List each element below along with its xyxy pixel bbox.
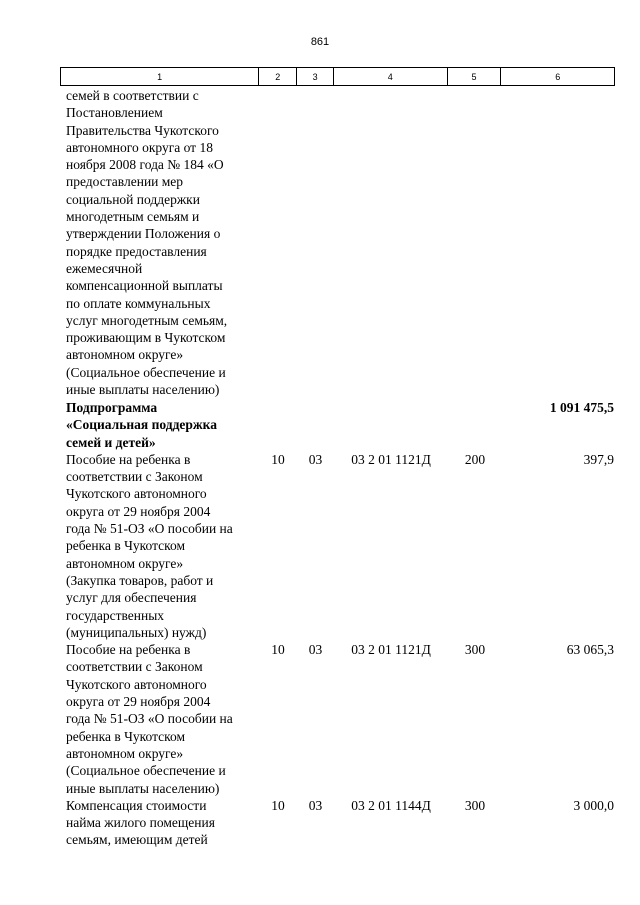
row-name-line: (Социальное обеспечение и: [66, 763, 226, 779]
row-name-line: соответствии с Законом: [66, 659, 203, 675]
continuation-text: [66, 87, 615, 398]
continuation-line: автономного округа от 18: [66, 139, 213, 155]
continuation-line: семей в соответствии с: [66, 88, 199, 103]
row-name-line: услуг для обеспечения: [66, 590, 197, 606]
row-section: [259, 399, 297, 451]
row-name-line: государственных: [66, 607, 165, 623]
table-header-row: [60, 67, 615, 86]
table-row: [66, 451, 615, 641]
row-name-line: округа от 29 ноября 2004: [66, 694, 211, 710]
row-name-line: Компенсация стоимости: [66, 797, 207, 813]
row-amount: 1 091 475,5: [549, 400, 614, 415]
continuation-line: услуг многодетным семьям,: [66, 312, 228, 328]
row-name-line: (муниципальных) нужд): [66, 624, 207, 640]
row-subsection: 03: [308, 642, 323, 658]
column-number-6: 6: [555, 71, 561, 82]
continuation-line: ежемесячной: [66, 260, 143, 276]
continuation-line: социальной поддержки: [66, 191, 200, 207]
row-name-line: года № 51-ОЗ «О пособии на: [66, 711, 233, 727]
column-number-2: 2: [259, 68, 297, 85]
continuation-line: порядке предоставления: [66, 243, 207, 259]
table-row-subprogram: [66, 399, 615, 451]
continuation-line: предоставлении мер: [66, 174, 184, 190]
row-target-article: [334, 399, 448, 451]
continuation-line: иные выплаты населению): [66, 382, 220, 398]
row-name-line: Чукотского автономного: [66, 676, 207, 692]
row-name-line: соответствии с Законом: [66, 469, 203, 485]
column-number-5: 5: [448, 68, 502, 85]
row-name-line: Подпрограмма: [66, 400, 158, 415]
row-name-line: семей и детей»: [66, 434, 156, 450]
continuation-line: автономном округе»: [66, 347, 184, 363]
row-target-article: 03 2 01 1121Д: [351, 642, 431, 658]
row-name-line: ребенка в Чукотском: [66, 728, 186, 744]
column-number-4: 4: [334, 68, 448, 85]
row-expense-type: 200: [464, 451, 486, 467]
row-name-line: округа от 29 ноября 2004: [66, 503, 211, 519]
row-subsection: 03: [308, 797, 323, 813]
row-name: [66, 641, 259, 797]
row-name-line: семьям, имеющим детей: [66, 832, 208, 848]
continuation-line: утверждении Положения о: [66, 226, 221, 242]
row-name-line: найма жилого помещения: [66, 815, 215, 831]
row-amount: 397,9: [583, 451, 614, 467]
row-subsection: 03: [308, 451, 323, 467]
row-name-line: (Закупка товаров, работ и: [66, 572, 214, 588]
table-row: [66, 797, 615, 849]
row-subsection: [297, 399, 334, 451]
continuation-line: ноября 2008 года № 184 «О: [66, 157, 224, 173]
continuation-line: по оплате коммунальных: [66, 295, 211, 311]
page-number: 861: [310, 36, 330, 48]
row-name-line: «Социальная поддержка: [66, 417, 218, 433]
row-name-line: автономном округе»: [66, 555, 184, 571]
row-expense-type: 300: [464, 797, 486, 813]
continuation-line: Правительства Чукотского: [66, 122, 219, 138]
row-name-line: Чукотского автономного: [66, 486, 207, 502]
continuation-line: проживающим в Чукотском: [66, 330, 226, 346]
row-name-line: автономном округе»: [66, 745, 184, 761]
budget-table-body: [66, 399, 615, 849]
row-name-line: года № 51-ОЗ «О пособии на: [66, 521, 233, 537]
row-name-line: иные выплаты населению): [66, 780, 220, 796]
continuation-line: многодетным семьям и: [66, 209, 200, 225]
continuation-line: Постановлением: [66, 105, 163, 121]
row-section: 10: [271, 797, 285, 813]
row-name-line: ребенка в Чукотском: [66, 538, 186, 554]
row-amount: 63 065,3: [566, 642, 614, 658]
row-name: [66, 399, 259, 451]
continuation-line: компенсационной выплаты: [66, 278, 223, 294]
row-expense-type: [448, 399, 502, 451]
row-section: 10: [271, 451, 285, 467]
row-name-line: Пособие на ребенка в: [66, 451, 191, 467]
row-amount: 3 000,0: [573, 797, 614, 813]
row-target-article: 03 2 01 1144Д: [351, 797, 431, 813]
row-name: [66, 451, 259, 641]
column-number-1: 1: [61, 68, 259, 85]
row-section: 10: [271, 642, 285, 658]
row-target-article: 03 2 01 1121Д: [351, 451, 431, 467]
continuation-line: (Социальное обеспечение и: [66, 364, 226, 380]
table-row: [66, 641, 615, 797]
row-expense-type: 300: [464, 642, 486, 658]
row-name-line: Пособие на ребенка в: [66, 642, 191, 658]
column-number-3: 3: [297, 68, 334, 85]
row-name: [66, 797, 259, 849]
